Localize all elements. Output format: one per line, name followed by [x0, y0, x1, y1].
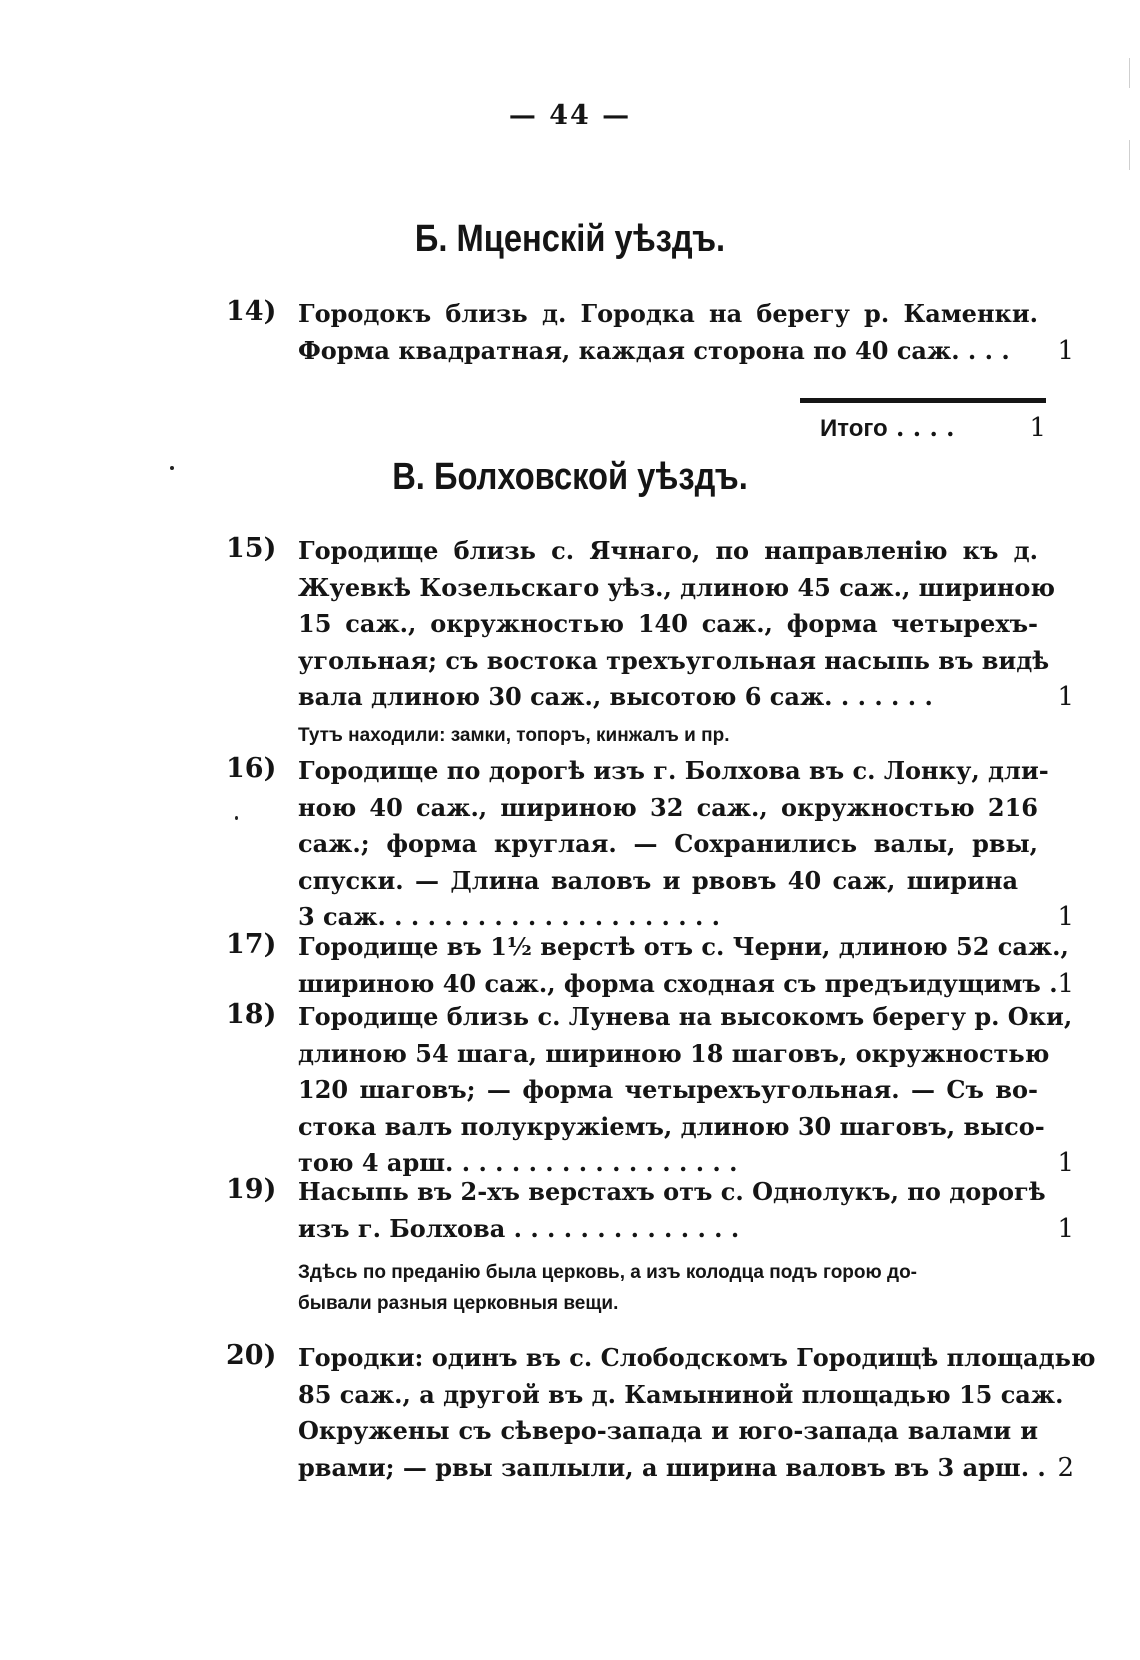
total-count: 1: [1029, 413, 1046, 443]
entry-line: Жуевкѣ Козельскаго уѣз., длиною 45 саж., шириною: [298, 572, 1056, 602]
entry-number: 17): [226, 929, 277, 960]
entry-line: спуски. — Длина валовъ и рвовъ 40 саж, ширина: [298, 865, 1018, 895]
scan-edge-mark: [1129, 140, 1130, 170]
entry-line: рвами; — рвы заплыли, а ширина валовъ въ 3 арш. . 2: [298, 1450, 1038, 1487]
entry-line: Городище въ 1½ верстѣ отъ с. Черни, длиною 52 саж.,: [298, 932, 1069, 961]
entry-note: бывали разныя церковныя вещи.: [298, 1293, 619, 1314]
entry-number: 19): [226, 1174, 277, 1205]
entry-note: Здѣсь по преданію была церковь, а изъ колодца подъ горою до-: [298, 1262, 918, 1283]
entry-line: тою 4 арш. . . . . . . . . . . . . . . . . . 1: [298, 1145, 1038, 1182]
entry-number: 15): [226, 533, 277, 564]
entry-line: ною 40 саж., шириною 32 саж., окружностью 216: [298, 792, 1038, 822]
scan-speck: [235, 816, 238, 820]
entry-line: Насыпь въ 2-хъ верстахъ отъ с. Однолукъ, по дорогѣ: [298, 1177, 1046, 1206]
entry-line: Форма квадратная, каждая сторона по 40 саж. . . . 1: [298, 333, 1038, 370]
entry-line: Городище по дорогѣ изъ г. Болхова въ с. Лонку, дли-: [298, 756, 1049, 785]
entry-note: Тутъ находили: замки, топоръ, кинжалъ и пр.: [298, 724, 730, 746]
entry-line: Городки: одинъ въ с. Слободскомъ Городищѣ площадью: [298, 1343, 1096, 1372]
section-heading-bolkhov: В. Болховской уѣздъ.: [392, 456, 748, 498]
scan-edge-mark: [1129, 58, 1130, 88]
entry-number: 14): [226, 296, 277, 327]
entry-line: саж.; форма круглая. — Сохранились валы, рвы,: [298, 829, 1038, 858]
entry-15: [226, 533, 1074, 751]
count-value: 1: [1057, 335, 1074, 366]
entry-line: Городище близь с. Ячнаго, по направленію къ д.: [298, 536, 1038, 565]
entry-line: 85 саж., а другой въ д. Камыниной площадью 15 саж.: [298, 1379, 1064, 1409]
entry-line: изъ г. Болхова . . . . . . . . . . . . . . 1: [298, 1211, 1038, 1248]
entry-20: [226, 1340, 1096, 1486]
entry-16: [226, 753, 1074, 936]
count-value: 1: [1057, 682, 1074, 712]
entry-17: [226, 929, 1074, 1002]
count-value: 1: [1057, 968, 1074, 999]
page-number: — 44 —: [508, 100, 632, 131]
entry-line: вала длиною 30 саж., высотою 6 саж. . . . . . . 1: [298, 679, 1038, 716]
entry-line: шириною 40 саж., форма сходная съ предъидущимъ . 1: [298, 966, 1038, 1003]
entry-line: 120 шаговъ; — форма четырехъугольная. — Съ во-: [298, 1075, 1038, 1104]
entry-line: стока валъ полукружіемъ, длиною 30 шаговъ, высо-: [298, 1111, 1045, 1141]
total-label: Итого: [820, 415, 888, 442]
entry-line: 15 саж., окружностью 140 саж., форма четырехъ-: [298, 609, 1038, 638]
entry-line: Городокъ близь д. Городка на берегу р. Каменки.: [298, 299, 1038, 328]
count-value: 2: [1057, 1452, 1074, 1483]
section-heading-mtsensk: Б. Мценскій уѣздъ.: [414, 218, 726, 260]
entry-14: [226, 296, 1074, 369]
entry-line: Окружены съ сѣверо-запада и юго-запада валами и: [298, 1416, 1038, 1445]
entry-line: 3 саж. . . . . . . . . . . . . . . . . . . . . 1: [298, 899, 1038, 936]
entry-19: [226, 1174, 1074, 1319]
entry-number: 18): [226, 999, 277, 1030]
entry-line: Городище близь с. Лунева на высокомъ берегу р. Оки,: [298, 1002, 1073, 1031]
count-value: 1: [1057, 1213, 1074, 1244]
total-dots: . . . .: [887, 413, 955, 442]
entry-number: 16): [226, 753, 277, 784]
section-total: [820, 413, 1046, 449]
entry-18: [226, 999, 1074, 1182]
count-value: 1: [1057, 1148, 1074, 1178]
total-rule: [800, 398, 1046, 403]
entry-line: угольная; съ востока трехъугольная насыпь въ видѣ: [298, 645, 1050, 675]
scan-speck: [170, 466, 174, 470]
entry-line: длиною 54 шага, шириною 18 шаговъ, окружностью: [298, 1038, 1050, 1068]
count-value: 1: [1057, 902, 1074, 932]
entry-number: 20): [226, 1340, 277, 1371]
